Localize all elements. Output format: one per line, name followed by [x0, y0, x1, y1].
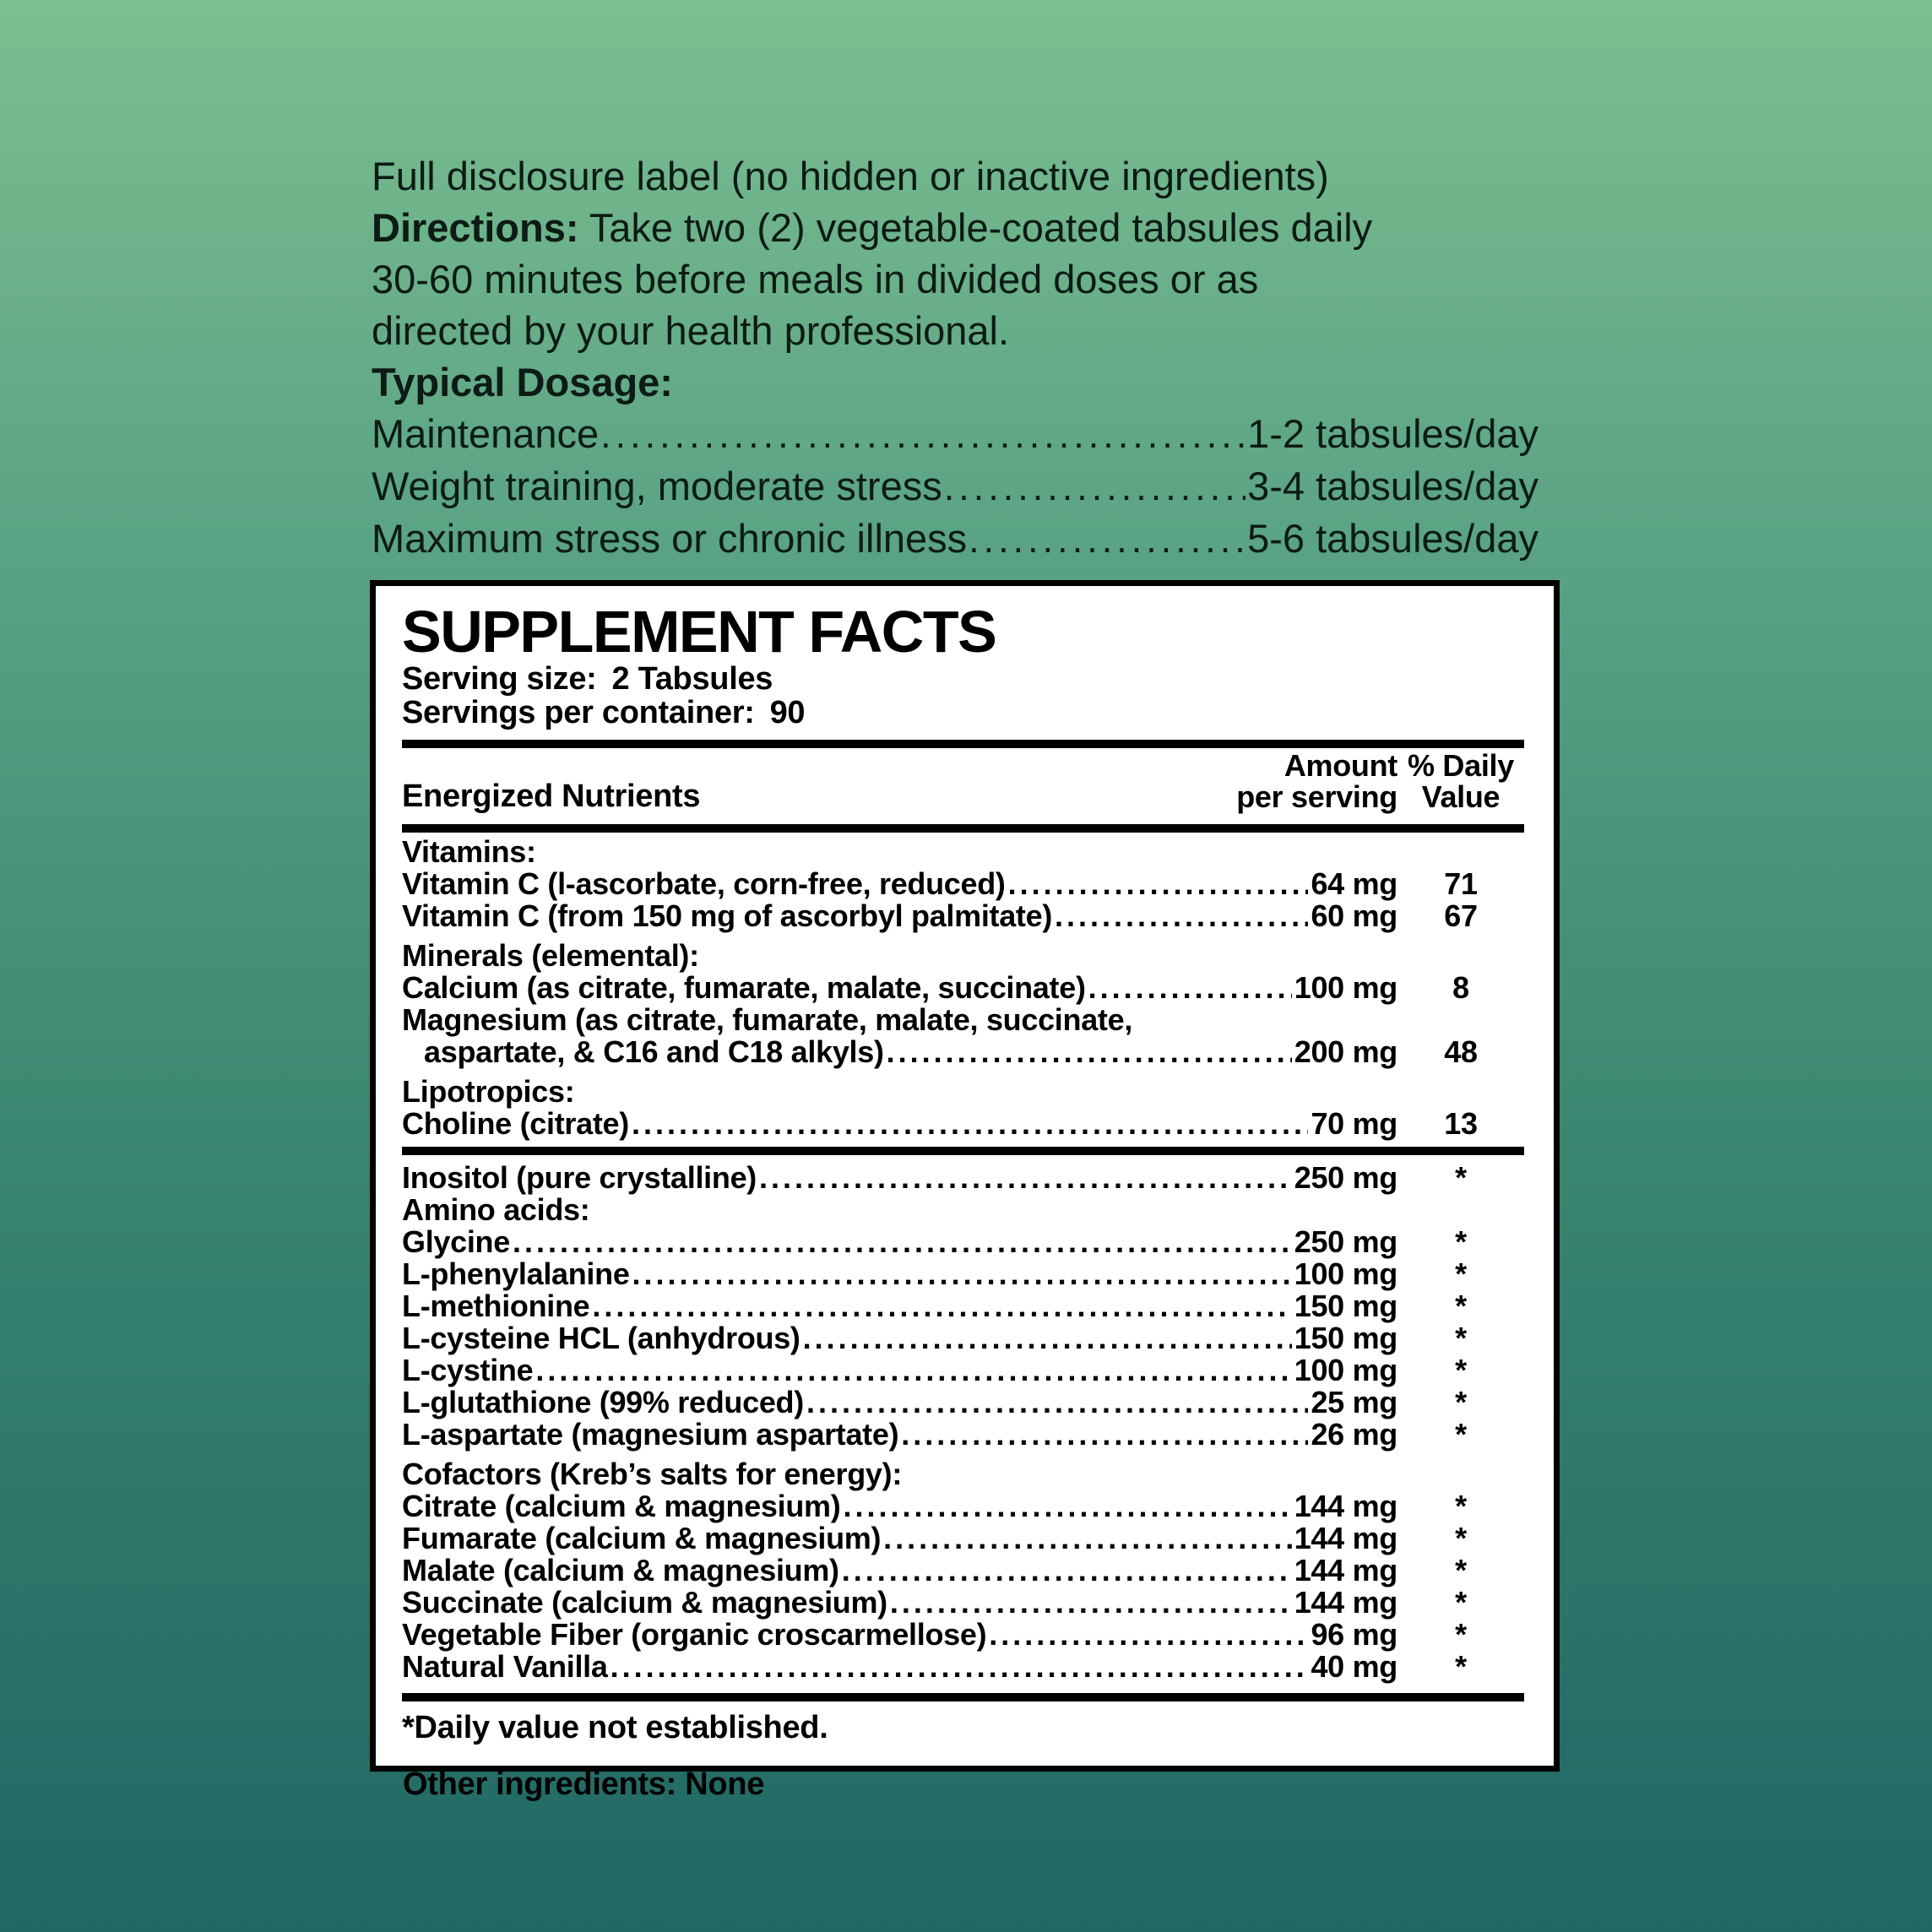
directions-line [372, 202, 1539, 253]
nutrient-amount: 200 mg [1294, 1034, 1397, 1069]
nutrient-name: Choline (citrate) [402, 1106, 629, 1141]
nutrient-name: aspartate, & C16 and C18 alkyls) [424, 1034, 884, 1069]
nutrient-daily-value: * [1455, 1553, 1467, 1587]
nutrient-row [402, 1226, 1524, 1258]
dosage-value: 1-2 tabsules/day [1247, 411, 1539, 456]
nutrient-name: Fumarate (calcium & magnesium) [402, 1521, 882, 1555]
dot-leader [1088, 972, 1292, 1004]
column-header-daily-value [1397, 750, 1524, 812]
nutrient-row [402, 1162, 1524, 1194]
dot-leader [592, 1290, 1291, 1322]
full-disclosure-text: Full disclosure label (no hidden or inactive ingredients) [372, 154, 1329, 198]
dot-leader [901, 1419, 1308, 1451]
nutrient-row [402, 1522, 1524, 1555]
dot-leader [759, 1162, 1292, 1194]
dot-leader [611, 1651, 1309, 1683]
full-disclosure-line [372, 150, 1539, 202]
nutrient-daily-value: * [1455, 1224, 1467, 1259]
nutrient-amount: 64 mg [1311, 866, 1397, 901]
nutrient-daily-value: 48 [1444, 1034, 1478, 1069]
dot-leader [989, 1619, 1308, 1651]
dosage-label: Maximum stress or chronic illness [372, 516, 968, 561]
amount-header-line-1: Amount [1283, 748, 1397, 783]
nutrient-row [402, 1004, 1524, 1036]
column-header-amount [1236, 750, 1397, 812]
column-header-nutrients: Energized Nutrients [402, 779, 701, 814]
directions-line-2: 30-60 minutes before meals in divided doses or as [372, 257, 1259, 301]
nutrient-row [402, 1555, 1524, 1587]
servings-value: 90 [769, 695, 806, 730]
nutrient-amount: 144 mg [1294, 1585, 1397, 1620]
servings-label: Servings per container: [402, 695, 755, 730]
directions-text: Take two (2) vegetable-coated tabsules daily [578, 205, 1373, 250]
nutrient-daily-value: * [1455, 1321, 1467, 1355]
dot-leader [803, 1322, 1292, 1354]
nutrient-daily-value: * [1455, 1521, 1467, 1555]
nutrient-amount: 150 mg [1294, 1289, 1397, 1323]
amount-header-line-2: per serving [1236, 779, 1397, 814]
nutrient-name: Vitamin C (l-ascorbate, corn-free, reduced) [402, 866, 1006, 901]
intro-text-block [372, 150, 1539, 565]
nutrient-daily-value: * [1455, 1256, 1467, 1291]
dot-leader [883, 1522, 1292, 1555]
dot-leader [887, 1036, 1292, 1068]
section-name: Minerals (elemental): [402, 938, 699, 973]
nutrient-row [402, 1619, 1524, 1651]
nutrient-amount: 100 mg [1294, 1353, 1397, 1387]
nutrient-name: L-aspartate (magnesium aspartate) [402, 1417, 899, 1452]
nutrient-row [402, 972, 1524, 1004]
section-header-row [402, 940, 1524, 972]
nutrient-name: L-phenylalanine [402, 1256, 630, 1291]
nutrient-name: L-methionine [402, 1289, 590, 1323]
nutrient-daily-value: * [1455, 1489, 1467, 1523]
nutrient-daily-value: * [1455, 1617, 1467, 1652]
nutrient-table [402, 836, 1524, 1683]
servings-per-container-line [402, 696, 1524, 730]
nutrient-name: L-cystine [402, 1353, 534, 1387]
section-header-row [402, 836, 1524, 868]
nutrient-amount: 100 mg [1294, 1256, 1397, 1291]
nutrient-amount: 60 mg [1311, 898, 1397, 933]
section-name: Cofactors (Kreb’s salts for energy): [402, 1457, 903, 1491]
nutrient-daily-value: * [1455, 1289, 1467, 1323]
dot-leader [1008, 868, 1309, 900]
divider-top [402, 740, 1524, 748]
nutrient-amount: 144 mg [1294, 1553, 1397, 1587]
nutrient-daily-value: * [1455, 1585, 1467, 1620]
directions-line-3: directed by your health professional. [372, 308, 1010, 353]
dot-leader [890, 1587, 1292, 1619]
nutrient-daily-value: * [1455, 1649, 1467, 1684]
dot-leader [842, 1555, 1292, 1587]
nutrient-name: Malate (calcium & magnesium) [402, 1553, 839, 1587]
nutrient-name: Citrate (calcium & magnesium) [402, 1489, 841, 1523]
nutrient-name: Magnesium (as citrate, fumarate, malate, succinate, [402, 1002, 1133, 1037]
dot-leader [600, 408, 1245, 460]
nutrient-name: Vitamin C (from 150 mg of ascorbyl palmitate) [402, 898, 1053, 933]
nutrient-daily-value: * [1455, 1160, 1467, 1195]
section-header-row [402, 1194, 1524, 1226]
nutrient-row [402, 1258, 1524, 1290]
nutrient-row [402, 900, 1524, 932]
dot-leader [806, 1387, 1309, 1419]
section-name: Amino acids: [402, 1192, 590, 1227]
nutrient-amount: 70 mg [1311, 1106, 1397, 1141]
dot-leader [632, 1108, 1309, 1140]
dosage-row-maximum-stress [372, 513, 1539, 565]
nutrient-name: Natural Vanilla [402, 1649, 608, 1684]
nutrient-row [402, 1587, 1524, 1619]
typical-dosage-heading [372, 356, 1539, 408]
nutrient-amount: 96 mg [1311, 1617, 1397, 1652]
nutrient-amount: 100 mg [1294, 970, 1397, 1005]
nutrient-name: L-cysteine HCL (anhydrous) [402, 1321, 800, 1355]
dot-leader [1055, 900, 1308, 932]
nutrient-daily-value: * [1455, 1353, 1467, 1387]
nutrient-daily-value: 13 [1444, 1106, 1478, 1141]
nutrient-amount: 40 mg [1311, 1649, 1397, 1684]
nutrient-daily-value: * [1455, 1385, 1467, 1419]
divider-footnote [402, 1693, 1524, 1701]
dosage-row-weight-training [372, 460, 1539, 513]
nutrient-row [402, 1290, 1524, 1322]
nutrient-row [402, 1419, 1524, 1451]
nutrient-name: Inositol (pure crystalline) [402, 1160, 757, 1195]
nutrient-row [402, 1490, 1524, 1522]
directions-label: Directions: [372, 205, 579, 250]
nutrient-amount: 144 mg [1294, 1521, 1397, 1555]
nutrient-row [402, 1108, 1524, 1140]
dot-leader [632, 1258, 1292, 1290]
serving-size-value: 2 Tabsules [611, 661, 773, 697]
nutrient-name: Vegetable Fiber (organic croscarmellose) [402, 1617, 987, 1652]
nutrient-daily-value: 67 [1444, 898, 1478, 933]
footnote: *Daily value not established. [402, 1710, 828, 1745]
section-header-row [402, 1076, 1524, 1108]
dot-leader [535, 1354, 1291, 1387]
other-ingredients: Other ingredients: None [403, 1766, 765, 1802]
nutrient-row [402, 1387, 1524, 1419]
nutrient-daily-value: 71 [1444, 866, 1478, 901]
serving-size-line [402, 662, 1524, 696]
dot-leader [843, 1490, 1291, 1522]
dosage-value: 5-6 tabsules/day [1247, 516, 1539, 561]
nutrient-daily-value: 8 [1452, 970, 1469, 1005]
nutrient-name: L-glutathione (99% reduced) [402, 1385, 804, 1419]
dot-leader [944, 460, 1245, 513]
dv-header-line-2: Value [1421, 779, 1501, 814]
supplement-facts-panel [370, 580, 1560, 1772]
nutrient-amount: 250 mg [1294, 1160, 1397, 1195]
nutrient-name: Glycine [402, 1224, 510, 1259]
nutrient-amount: 250 mg [1294, 1224, 1397, 1259]
divider-header [402, 824, 1524, 833]
section-name: Lipotropics: [402, 1074, 575, 1109]
nutrient-amount: 144 mg [1294, 1489, 1397, 1523]
typical-dosage-label: Typical Dosage: [372, 360, 673, 404]
nutrient-row [402, 1322, 1524, 1354]
panel-title: SUPPLEMENT FACTS [402, 599, 996, 665]
dosage-label: Weight training, moderate stress [372, 464, 942, 508]
nutrient-row [402, 1354, 1524, 1387]
dosage-row-maintenance [372, 408, 1539, 460]
nutrient-name: Succinate (calcium & magnesium) [402, 1585, 887, 1620]
divider-mid [402, 1147, 1524, 1155]
dot-leader [513, 1226, 1292, 1258]
dv-header-line-1: % Daily [1408, 748, 1514, 783]
dosage-label: Maintenance [372, 411, 600, 456]
table-header-row [402, 748, 1524, 814]
section-name: Vitamins: [402, 834, 536, 869]
nutrient-amount: 25 mg [1311, 1385, 1397, 1419]
nutrient-daily-value: * [1455, 1417, 1467, 1452]
nutrient-amount: 150 mg [1294, 1321, 1397, 1355]
dot-leader [969, 513, 1245, 565]
nutrient-name: Calcium (as citrate, fumarate, malate, succinate) [402, 970, 1086, 1005]
dosage-value: 3-4 tabsules/day [1247, 464, 1539, 508]
nutrient-amount: 26 mg [1311, 1417, 1397, 1452]
nutrient-row [402, 1651, 1524, 1683]
nutrient-row [402, 1036, 1524, 1068]
nutrient-row [402, 868, 1524, 900]
section-header-row [402, 1458, 1524, 1490]
serving-size-label: Serving size: [402, 661, 597, 697]
